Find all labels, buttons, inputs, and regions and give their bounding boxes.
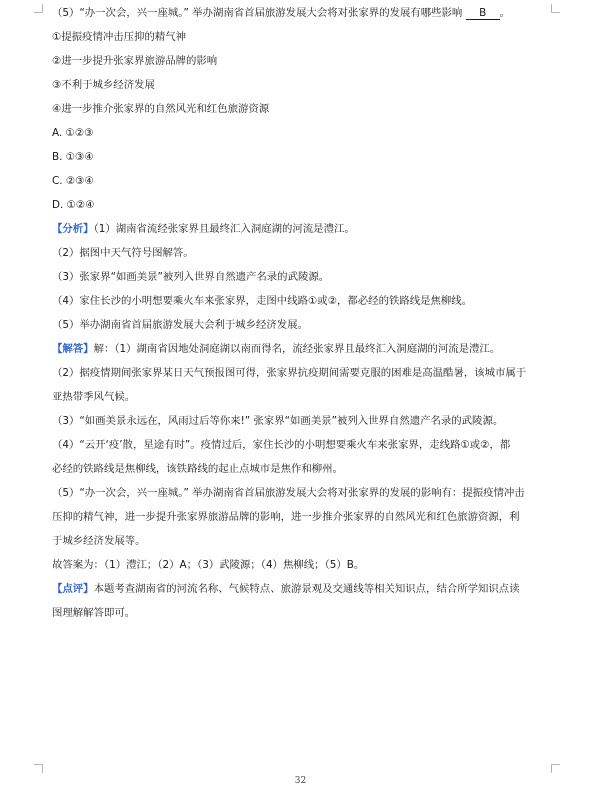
solution-line: 于城乡经济发展等。 [52,535,146,547]
option-c: C. ②③④ [52,175,94,187]
analysis-line: （2）据图中天气符号图解答。 [52,247,194,259]
option-b: B. ①③④ [52,151,94,163]
solution-line: 亚热带季风气候。 [52,391,136,403]
question-item: ②进一步提升张家界旅游品牌的影响 [52,55,218,67]
crop-mark [34,764,43,773]
option-a: A. ①②③ [52,127,94,139]
question-item: ④进一步推介张家界的自然风光和红色旅游资源 [52,103,270,115]
crop-mark [34,4,43,13]
comment-line: 图理解解答即可。 [52,607,136,619]
analysis-tag: 【分析】 [52,223,94,235]
option-d: D. ①②④ [52,199,95,211]
comment-tag: 【点评】 [52,583,94,595]
solution-line: （5）“办一次会，兴一座城。” 举办湖南省首届旅游发展大会将对张家界的发展的影响有：提振疫情冲击 [52,487,525,499]
question-item: ①提振疫情冲击压抑的精气神 [52,31,187,43]
page-number: 32 [294,776,307,786]
comment-line: 【点评】本题考查湖南省的河流名称、气候特点、旅游景观及交通线等相关知识点，结合所学知识点读 [52,583,520,595]
final-answer: 故答案为：（1）澧江；（2）A；（3）武陵源；（4）焦柳线；（5）B。 [52,559,365,571]
solution-line: 【解答】解：（1）湖南省因地处洞庭湖以南而得名，流经张家界且最终汇入洞庭湖的河流是澧江。 [52,343,501,355]
answer-blank: B [466,7,500,20]
solution-line: （4）“云开‘疫’散，星途有时”。疫情过后，家住长沙的小明想要乘火车来张家界，走线路①或②，都 [52,439,511,451]
page-content [52,6,558,621]
solution-line: 压抑的精气神，进一步提升张家界旅游品牌的影响，进一步推介张家界的自然风光和红色旅游资源，利 [52,511,520,523]
analysis-line: （3）张家界“如画美景”被列入世界自然遗产名录的武陵源。 [52,271,330,283]
question-item: ③不利于城乡经济发展 [52,79,155,91]
solution-line: （2）据疫情期间张家界某日天气预报图可得，张家界抗疫期间需要克服的困难是高温酷暑，该城市属于 [52,367,527,379]
analysis-line: 【分析】（1）湖南省流经张家界且最终汇入洞庭湖的河流是澧江。 [52,223,355,235]
analysis-line: （5）举办湖南省首届旅游发展大会利于城乡经济发展。 [52,319,308,331]
crop-mark [551,764,560,773]
analysis-line: （4）家住长沙的小明想要乘火车来张家界，走图中线路①或②，都必经的铁路线是焦柳线。 [52,295,473,307]
solution-tag: 【解答】 [52,343,94,355]
solution-line: 必经的铁路线是焦柳线，该铁路线的起止点城市是焦作和柳州。 [52,463,343,475]
question-stem: （5）“办一次会，兴一座城。” 举办湖南省首届旅游发展大会将对张家界的发展有哪些影响 B 。 [52,7,511,19]
solution-line: （3）“如画美景永远在，风雨过后等你来!” 张家界“如画美景”被列入世界自然遗产名录的武陵源。 [52,415,504,427]
